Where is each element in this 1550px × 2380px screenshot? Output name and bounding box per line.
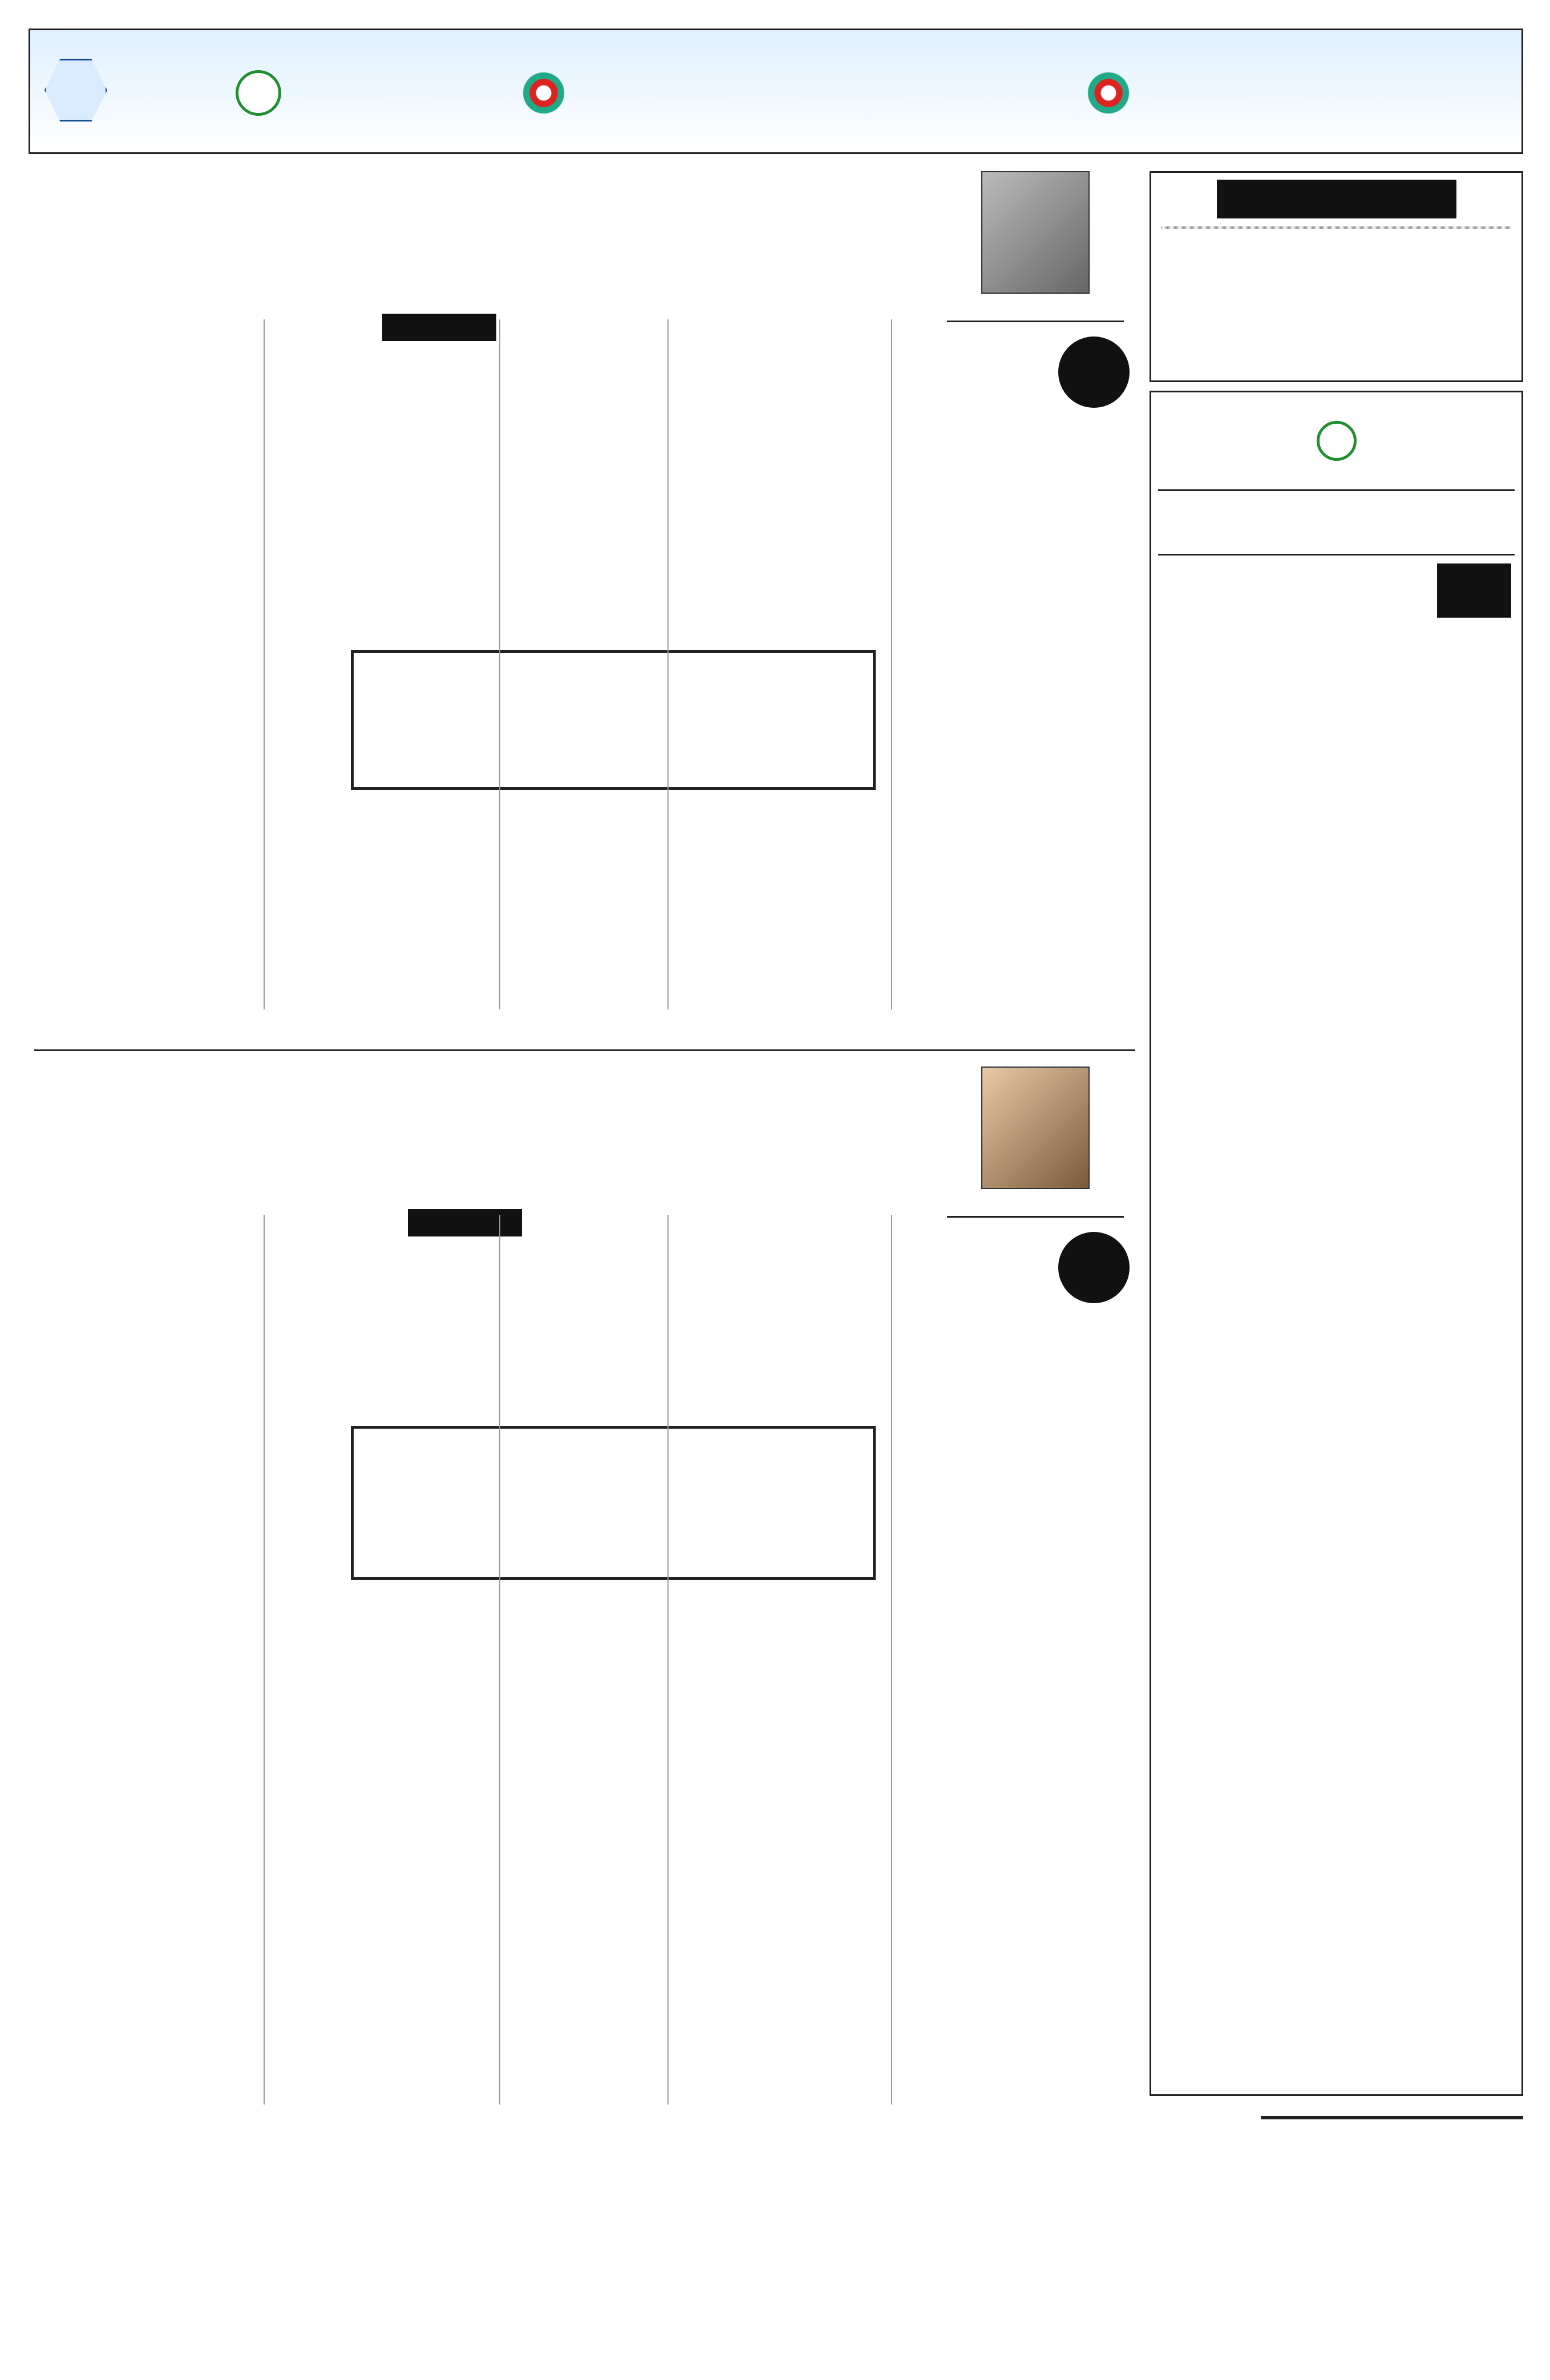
article1-column-5 (34, 319, 257, 992)
aaina-box (1261, 2116, 1523, 2119)
column-rule (891, 319, 892, 1009)
article1-column-2 (673, 319, 884, 696)
quote-item (1162, 228, 1511, 229)
editorial-email[interactable] (1151, 2063, 1522, 2089)
article1-footnote (34, 998, 262, 1021)
article1-dropcap (1058, 336, 1130, 408)
quotes-title (1217, 180, 1456, 218)
article2-column-1 (896, 1312, 1130, 2105)
editorial-headline (1158, 491, 1515, 556)
editorial-box (1150, 391, 1523, 2096)
column-rule (499, 319, 500, 1009)
article1-author-name (947, 297, 1124, 322)
article2-pullquote (351, 1426, 876, 1580)
flower-ornament-left-icon (515, 64, 572, 121)
editorial-section-tag (1437, 563, 1511, 618)
logo-badge (1317, 421, 1357, 461)
column-rule (264, 1215, 265, 2105)
article2-column-5 (34, 1215, 257, 2082)
article2-column-2 (673, 1215, 884, 2105)
column-rule (891, 1215, 892, 2105)
article2-column-3 (502, 1215, 662, 2105)
article2-column-4 (268, 1243, 496, 2105)
quotes-box (1150, 171, 1523, 382)
article1-pullquote (351, 650, 876, 790)
column-rule (264, 319, 265, 1009)
logo-badge (236, 70, 281, 116)
article1-category-tag (382, 314, 496, 341)
article2-author-name (947, 1192, 1124, 1218)
article1-author-photo (981, 171, 1090, 294)
article2-author-photo (981, 1067, 1090, 1189)
masthead-center (601, 42, 1046, 144)
article2-footnote (34, 2085, 257, 2105)
column-rule (667, 319, 669, 1009)
masthead-logo-left (161, 39, 355, 147)
article1-column-3b (502, 793, 662, 1009)
page-number-badge (44, 59, 107, 121)
article1-email[interactable] (34, 1021, 262, 1044)
column-rule (667, 1215, 669, 2105)
editorial-body (1162, 563, 1424, 635)
article2-headline (34, 1072, 924, 1181)
flower-ornament-right-icon (1080, 64, 1137, 121)
column-rule (499, 1215, 500, 2105)
section-title (1154, 44, 1508, 141)
editorial-body-continued (1162, 638, 1512, 2041)
article1-column-1 (896, 416, 1130, 1009)
article1-headline (34, 171, 924, 279)
article1-column-3 (502, 319, 662, 696)
article2-dropcap (1058, 1232, 1130, 1303)
section-divider (34, 1049, 1135, 1051)
editorial-logo (1158, 392, 1515, 491)
masthead (29, 29, 1523, 154)
article1-column-2b (673, 793, 884, 1009)
quotes-list (1162, 226, 1511, 229)
